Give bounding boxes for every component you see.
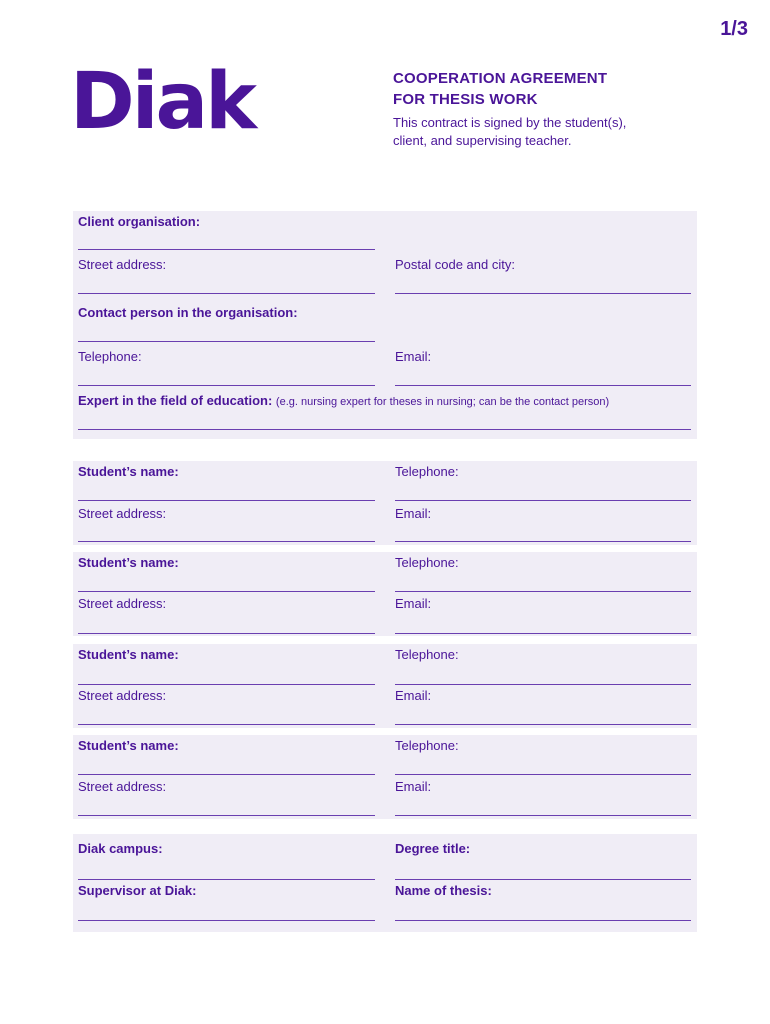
student-email-field[interactable] bbox=[395, 724, 691, 725]
thesis-name-field[interactable] bbox=[395, 920, 691, 921]
degree-title-label: Degree title: bbox=[395, 841, 471, 856]
student-name-field[interactable] bbox=[78, 500, 375, 501]
client-postal-field[interactable] bbox=[395, 293, 691, 294]
client-section bbox=[73, 211, 697, 439]
student-street-label: Street address: bbox=[78, 779, 167, 794]
student-street-label: Street address: bbox=[78, 688, 167, 703]
title-line-1: COOPERATION AGREEMENT bbox=[393, 70, 608, 87]
student-street-field[interactable] bbox=[78, 815, 375, 816]
document-header bbox=[393, 68, 693, 150]
contact-person-field[interactable] bbox=[78, 341, 375, 342]
student-telephone-label: Telephone: bbox=[395, 738, 459, 753]
client-telephone-label: Telephone: bbox=[78, 349, 142, 364]
document-title bbox=[393, 68, 693, 110]
student-telephone-field[interactable] bbox=[395, 500, 691, 501]
document-subtitle bbox=[393, 114, 693, 150]
student-telephone-field[interactable] bbox=[395, 591, 691, 592]
student-email-field[interactable] bbox=[395, 633, 691, 634]
supervisor-field[interactable] bbox=[78, 920, 375, 921]
student-street-field[interactable] bbox=[78, 633, 375, 634]
client-email-label: Email: bbox=[395, 349, 432, 364]
client-email-field[interactable] bbox=[395, 385, 691, 386]
student-telephone-field[interactable] bbox=[395, 774, 691, 775]
client-organisation-field[interactable] bbox=[78, 249, 375, 250]
student-name-label: Student’s name: bbox=[78, 555, 179, 570]
student-name-field[interactable] bbox=[78, 591, 375, 592]
diak-campus-label: Diak campus: bbox=[78, 841, 163, 856]
degree-title-field[interactable] bbox=[395, 879, 691, 880]
student-telephone-label: Telephone: bbox=[395, 464, 459, 479]
student-telephone-label: Telephone: bbox=[395, 555, 459, 570]
student-street-field[interactable] bbox=[78, 724, 375, 725]
student-street-label: Street address: bbox=[78, 506, 167, 521]
client-postal-label: Postal code and city: bbox=[395, 257, 515, 272]
client-telephone-field[interactable] bbox=[78, 385, 375, 386]
client-street-label: Street address: bbox=[78, 257, 167, 272]
student-email-label: Email: bbox=[395, 506, 432, 521]
student-name-label: Student’s name: bbox=[78, 647, 179, 662]
student-name-field[interactable] bbox=[78, 684, 375, 685]
expert-hint: (e.g. nursing expert for theses in nursing; can be the contact person) bbox=[275, 396, 610, 408]
svg-text:Diak: Diak bbox=[70, 60, 254, 134]
student-email-field[interactable] bbox=[395, 541, 691, 542]
student-email-label: Email: bbox=[395, 688, 432, 703]
diak-logo bbox=[70, 60, 284, 134]
client-organisation-label: Client organisation: bbox=[78, 214, 201, 229]
student-telephone-label: Telephone: bbox=[395, 647, 459, 662]
student-email-label: Email: bbox=[395, 779, 432, 794]
supervisor-label: Supervisor at Diak: bbox=[78, 883, 197, 898]
contact-person-label: Contact person in the organisation: bbox=[78, 305, 298, 320]
student-section-2 bbox=[73, 552, 697, 636]
student-telephone-field[interactable] bbox=[395, 684, 691, 685]
client-street-field[interactable] bbox=[78, 293, 375, 294]
page-number: 1/3 bbox=[720, 18, 748, 40]
student-name-label: Student’s name: bbox=[78, 464, 179, 479]
diak-campus-field[interactable] bbox=[78, 879, 375, 880]
title-line-2: FOR THESIS WORK bbox=[393, 91, 538, 108]
student-street-label: Street address: bbox=[78, 596, 167, 611]
expert-label bbox=[78, 393, 609, 408]
subtitle-line-1: This contract is signed by the student(s), bbox=[393, 115, 627, 130]
student-name-field[interactable] bbox=[78, 774, 375, 775]
student-email-field[interactable] bbox=[395, 815, 691, 816]
subtitle-line-2: client, and supervising teacher. bbox=[393, 133, 572, 148]
student-street-field[interactable] bbox=[78, 541, 375, 542]
thesis-name-label: Name of thesis: bbox=[395, 883, 492, 898]
student-name-label: Student’s name: bbox=[78, 738, 179, 753]
diak-section bbox=[73, 834, 697, 932]
student-section-3 bbox=[73, 644, 697, 728]
student-section-1 bbox=[73, 461, 697, 545]
student-section-4 bbox=[73, 735, 697, 819]
expert-field[interactable] bbox=[78, 429, 691, 430]
student-email-label: Email: bbox=[395, 596, 432, 611]
expert-label-text: Expert in the field of education: bbox=[78, 393, 273, 408]
